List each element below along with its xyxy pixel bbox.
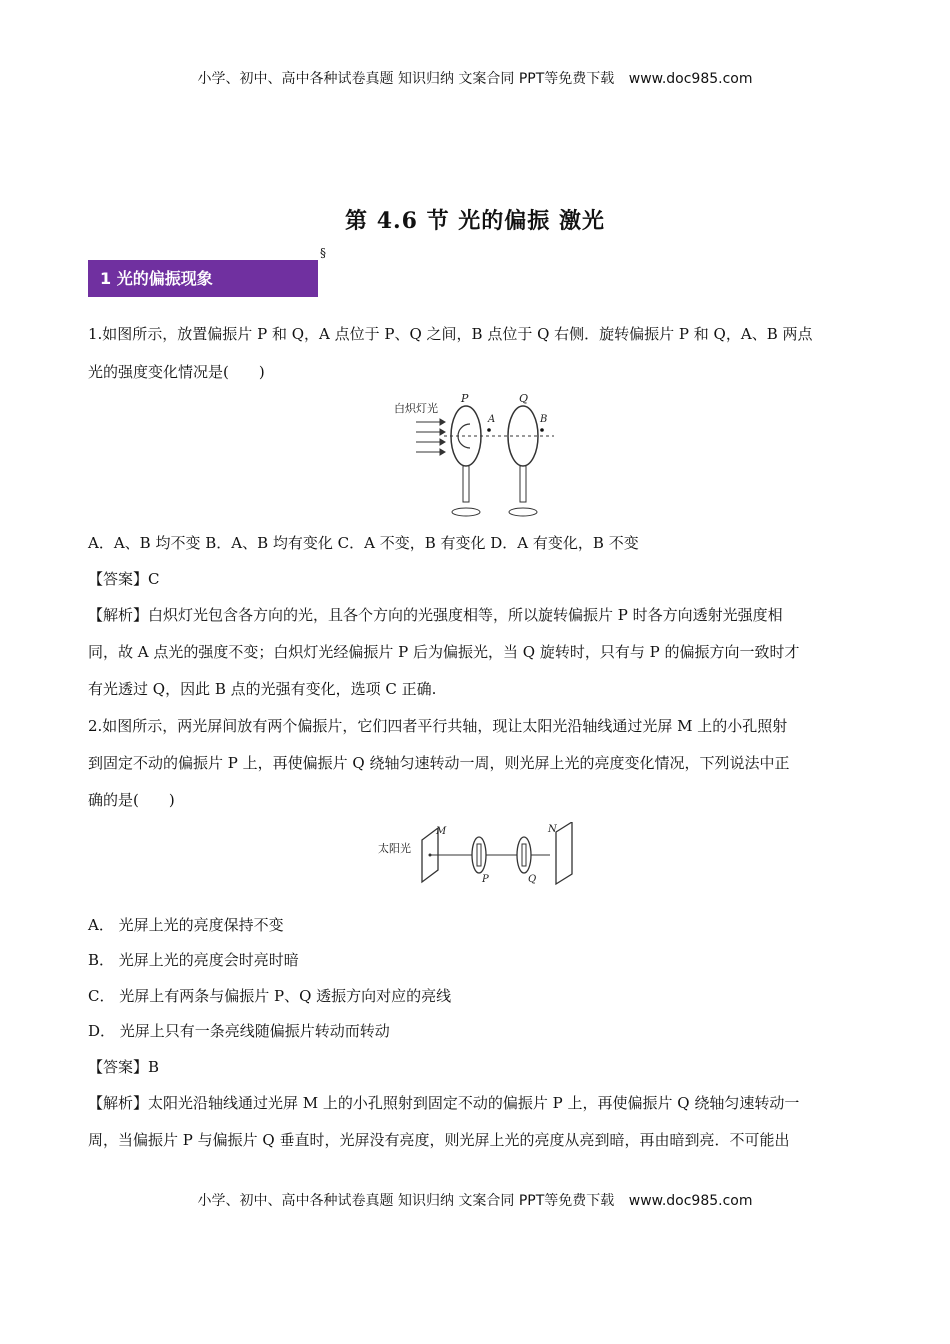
q2-answer: 【答案】B [88, 1058, 160, 1076]
q1-analysis-line3: 有光透过 Q，因此 B 点的光强有变化，选项 C 正确. [88, 680, 437, 698]
q2-label-p: P [482, 874, 489, 885]
label-b: B [540, 414, 548, 425]
header-text: 小学、初中、高中各种试卷真题 知识归纳 文案合同 PPT等免费下载 [197, 71, 615, 87]
q2-option-c: C． 光屏上有两条与偏振片 P、Q 透振方向对应的亮线 [88, 987, 452, 1005]
page-title: 第 4.6 节 光的偏振 激光 [345, 208, 605, 234]
light-arrows [416, 419, 445, 455]
q2-option-d: D． 光屏上只有一条亮线随偏振片转动而转动 [88, 1022, 390, 1040]
section-heading: 1 光的偏振现象 [88, 260, 318, 297]
label-a: A [488, 414, 496, 425]
point-b [540, 428, 544, 432]
q2-option-b: B． 光屏上光的亮度会时亮时暗 [88, 951, 299, 969]
label-p: P [461, 392, 469, 405]
footer-text: 小学、初中、高中各种试卷真题 知识归纳 文案合同 PPT等免费下载 [197, 1193, 615, 1209]
q1-analysis-line1: 【解析】白炽灯光包含各方向的光，且各个方向的光强度相等，所以旋转偏振片 P 时各方向透射光强度相 [88, 606, 783, 624]
q2-source-label: 太阳光 [378, 842, 411, 855]
q2-polarizer-p [472, 837, 486, 873]
q2-figure [378, 822, 574, 886]
q1-source-label: 白炽灯光 [394, 402, 438, 415]
page-footer [0, 1190, 950, 1210]
footer-url[interactable]: www.doc985.com [628, 1193, 753, 1209]
q1-stem-line2: 光的强度变化情况是( ) [88, 363, 265, 381]
q2-polarizer-q [517, 837, 531, 873]
q2-option-a: A． 光屏上光的亮度保持不变 [88, 916, 284, 934]
q2-stem-line3: 确的是( ) [88, 791, 175, 809]
section-mark: § [320, 246, 326, 260]
q1-figure [392, 390, 562, 522]
point-a [487, 428, 491, 432]
q1-options: A．A、B 均不变 B．A、B 均有变化 C．A 不变，B 有变化 D．A 有变化，B 不变 [88, 534, 639, 552]
q2-stem-line1: 2.如图所示，两光屏间放有两个偏振片，它们四者平行共轴，现让太阳光沿轴线通过光屏 M 上的小孔照射 [88, 717, 788, 735]
header-url[interactable]: www.doc985.com [628, 71, 753, 87]
q1-stem-line1: 1.如图所示，放置偏振片 P 和 Q，A 点位于 P、Q 之间，B 点位于 Q 右侧．旋转偏振片 P 和 Q，A、B 两点 [88, 325, 813, 343]
q2-analysis-line2: 周，当偏振片 P 与偏振片 Q 垂直时，光屏没有亮度，则光屏上光的亮度从亮到暗，再由暗到亮．不可能出 [88, 1131, 790, 1149]
q2-stem-line2: 到固定不动的偏振片 P 上，再使偏振片 Q 绕轴匀速转动一周，则光屏上光的亮度变化情况，下列说法中正 [88, 754, 790, 772]
label-q: Q [519, 392, 529, 405]
q2-analysis-line1: 【解析】太阳光沿轴线通过光屏 M 上的小孔照射到固定不动的偏振片 P 上，再使偏振片 Q 绕轴匀速转动一 [88, 1094, 800, 1112]
page-header [0, 68, 950, 88]
q2-label-q: Q [528, 874, 537, 885]
q1-answer: 【答案】C [88, 570, 160, 588]
screen-n [556, 822, 572, 884]
label-m: M [436, 826, 447, 837]
q1-analysis-line2: 同，故 A 点光的强度不变；白炽灯光经偏振片 P 后为偏振光，当 Q 旋转时，只有与 P 的偏振方向一致时才 [88, 643, 800, 661]
label-n: N [548, 824, 557, 835]
